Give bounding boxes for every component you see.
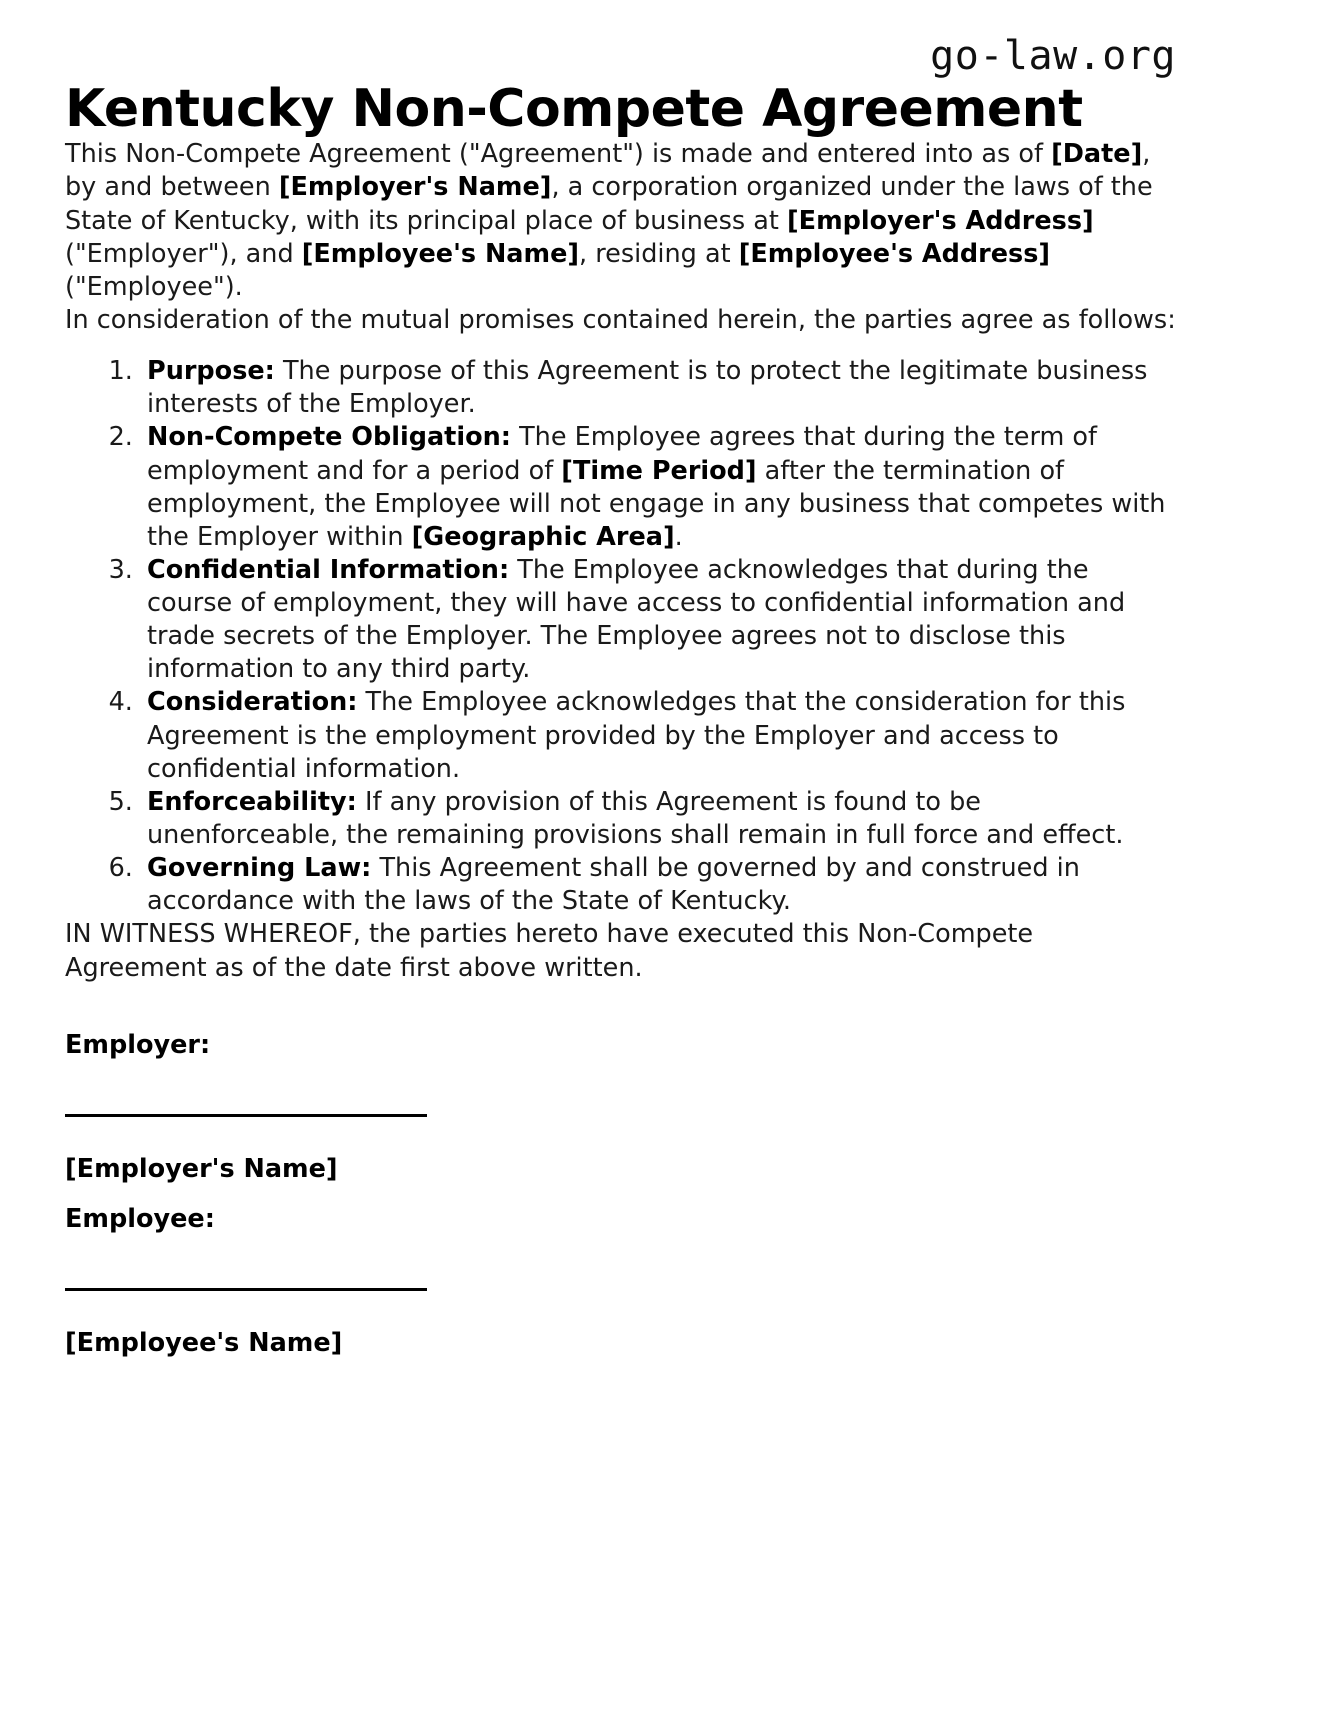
placeholder-employer-name: [Employer's Name] [278,172,552,203]
clause-item-enforceability [141,786,1176,852]
clause-term: Enforceability: [147,786,357,817]
intro-text-6: ("Employee"). [65,271,243,302]
employee-printed-name: [Employee's Name] [65,1328,343,1359]
placeholder-employee-name: [Employee's Name] [301,238,580,269]
clause-list [65,355,1176,918]
clause-item-confidential-information [141,554,1176,687]
clause-item-consideration [141,686,1176,785]
clause-text-b: after the termination of employment, the Employee will not engage in any business that competes with the Employer within [147,455,1166,552]
clause-text: The Employee acknowledges that the consideration for this Agreement is the employment provided by the Employer and access to confidential information. [147,687,1126,784]
clause-text-c: . [674,521,683,552]
placeholder-employer-address: [Employer's Address] [787,205,1094,236]
intro-text-3: , a corporation organized under the laws of the State of Kentucky, with its principal place of business at [65,172,1153,236]
clause-term: Purpose: [147,356,275,387]
employer-signature-line [65,1114,427,1117]
clause-item-non-compete-obligation [141,421,1176,554]
witness-paragraph: IN WITNESS WHEREOF, the parties hereto have executed this Non-Compete Agreement as of the date first above written. [65,919,1034,983]
placeholder-date: [Date] [1051,139,1143,170]
intro-paragraph [65,138,1176,304]
placeholder-employee-address: [Employee's Address] [738,238,1051,269]
employer-signature-label: Employer: [65,1029,211,1060]
employer-printed-name: [Employer's Name] [65,1153,338,1184]
consideration-paragraph: In consideration of the mutual promises contained herein, the parties agree as follows: [65,304,1176,335]
clause-text: This Agreement shall be governed by and construed in accordance with the laws of the State of Kentucky. [147,853,1080,917]
placeholder-geographic-area: [Geographic Area] [411,521,675,552]
clause-item-governing-law [141,852,1176,918]
signature-spacer [65,1186,1176,1203]
clause-text-a: The Employee agrees that during the term of employment and for a period of [147,422,1098,486]
clause-term: Confidential Information: [147,554,510,585]
clause-text: The purpose of this Agreement is to protect the legitimate business interests of the Employer. [147,356,1148,420]
page-title: Kentucky Non-Compete Agreement [65,79,1083,139]
clause-term: Governing Law: [147,853,372,884]
employee-signature-label: Employee: [65,1204,215,1235]
clause-text: If any provision of this Agreement is found to be unenforceable, the remaining provisions shall remain in full force and effect. [147,786,1124,851]
clause-term: Consideration: [147,687,358,718]
clause-term: Non-Compete Obligation: [147,422,511,453]
intro-text-5: , residing at [579,238,739,269]
clause-item-purpose [141,355,1176,421]
employee-signature-line [65,1288,427,1291]
signature-block [65,1029,1176,1361]
placeholder-time-period: [Time Period] [561,455,757,486]
intro-text-1: This Non-Compete Agreement ("Agreement") is made and entered into as of [65,139,1052,170]
site-brand-logo: go-law.org [930,33,1176,79]
clause-text: The Employee acknowledges that during the course of employment, they will have access to confidential information and trade secrets of the Employer. The Employee agrees not to disclose this information to any third party. [147,554,1126,685]
intro-text-4: ("Employer"), and [65,238,302,269]
intro-text-2: , by and between [65,139,1151,203]
